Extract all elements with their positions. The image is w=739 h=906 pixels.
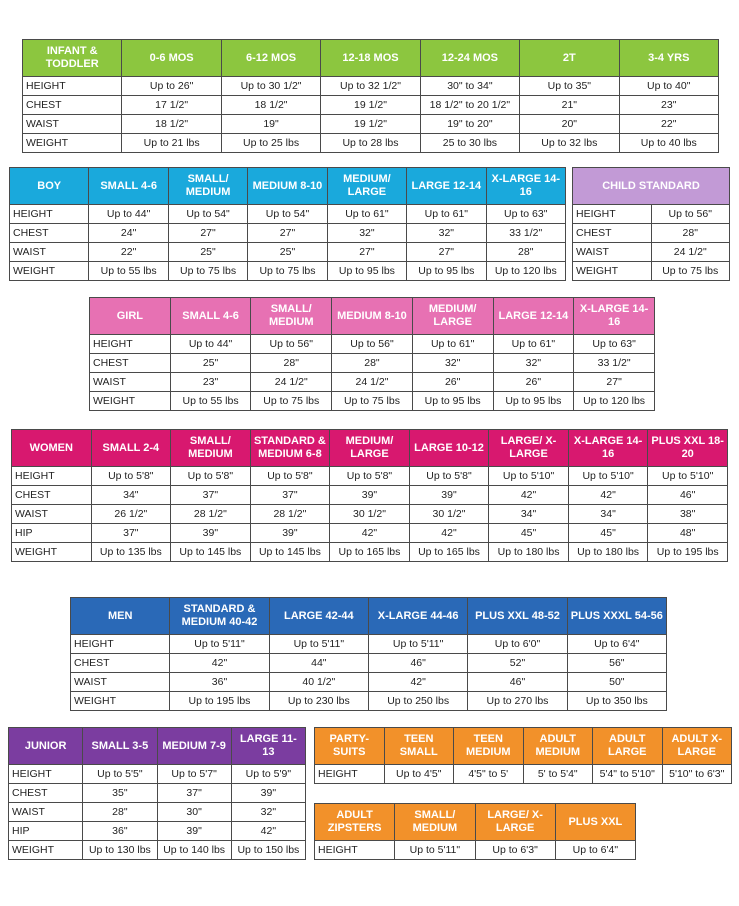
measure-label: HEIGHT <box>315 841 395 860</box>
measure-value: Up to 165 lbs <box>409 543 489 562</box>
measure-value: Up to 120 lbs <box>574 392 655 411</box>
measure-value: Up to 63" <box>486 205 565 224</box>
measure-value: 52" <box>468 654 567 673</box>
size-header: LARGE 10-12 <box>409 430 489 467</box>
measure-value: 39" <box>409 486 489 505</box>
measure-value: Up to 55 lbs <box>170 392 251 411</box>
measure-value: 32" <box>407 224 486 243</box>
measure-value: 27" <box>248 224 327 243</box>
measure-value: 42" <box>170 654 269 673</box>
measure-value: Up to 5'11" <box>368 635 467 654</box>
measure-value: 42" <box>489 486 569 505</box>
measure-value: 33 1/2" <box>486 224 565 243</box>
size-header: MEDIUM 8-10 <box>332 298 413 335</box>
size-header: PLUS XXL 18-20 <box>648 430 728 467</box>
boy-table <box>9 167 566 281</box>
measure-value: 44" <box>269 654 368 673</box>
measure-value: Up to 6'3" <box>475 841 555 860</box>
measure-value: 40 1/2" <box>269 673 368 692</box>
measure-value: 39" <box>330 486 410 505</box>
measure-label: WAIST <box>573 243 652 262</box>
measure-value: Up to 54" <box>248 205 327 224</box>
measure-label: HEIGHT <box>71 635 170 654</box>
measure-value: 18 1/2" <box>221 96 320 115</box>
measure-value: 27" <box>574 373 655 392</box>
child-table <box>572 167 730 281</box>
measure-value: 34" <box>91 486 171 505</box>
measure-value: 25" <box>168 243 247 262</box>
measure-value: Up to 5'8" <box>91 467 171 486</box>
size-header: SMALL/ MEDIUM <box>251 298 332 335</box>
measure-value: 28 1/2" <box>250 505 330 524</box>
measure-label: HEIGHT <box>90 335 171 354</box>
size-header: 12-18 MOS <box>321 40 420 77</box>
table-row <box>10 224 566 243</box>
category-title: INFANT & TODDLER <box>23 40 122 77</box>
measure-value: 21" <box>520 96 619 115</box>
measure-value: 32" <box>231 803 305 822</box>
measure-value: Up to 135 lbs <box>91 543 171 562</box>
table-row <box>12 486 728 505</box>
measure-label: WEIGHT <box>9 841 83 860</box>
header-row <box>90 298 655 335</box>
measure-value: 32" <box>327 224 406 243</box>
measure-value: 32" <box>493 354 574 373</box>
table-row <box>573 205 730 224</box>
table-row <box>9 784 306 803</box>
size-header: 0-6 MOS <box>122 40 221 77</box>
measure-value: 42" <box>409 524 489 543</box>
table-row <box>90 335 655 354</box>
measure-value: Up to 44" <box>170 335 251 354</box>
measure-value: Up to 145 lbs <box>250 543 330 562</box>
measure-value: Up to 75 lbs <box>168 262 247 281</box>
measure-value: 28" <box>486 243 565 262</box>
header-row <box>23 40 719 77</box>
size-header: LARGE 12-14 <box>493 298 574 335</box>
table-row <box>90 373 655 392</box>
measure-label: CHEST <box>23 96 122 115</box>
header-row <box>71 598 667 635</box>
measure-value: Up to 6'4" <box>555 841 635 860</box>
measure-value: Up to 56" <box>332 335 413 354</box>
measure-value: Up to 120 lbs <box>486 262 565 281</box>
measure-value: 25" <box>170 354 251 373</box>
measure-value: 5' to 5'4" <box>523 765 593 784</box>
table-row <box>9 822 306 841</box>
measure-label: WAIST <box>71 673 170 692</box>
size-header: ADULT X-LARGE <box>662 728 732 765</box>
measure-value: 42" <box>568 486 648 505</box>
table-row <box>71 635 667 654</box>
measure-value: Up to 35" <box>520 77 619 96</box>
measure-value: Up to 350 lbs <box>567 692 666 711</box>
measure-value: Up to 5'8" <box>330 467 410 486</box>
measure-value: 39" <box>157 822 231 841</box>
measure-label: HIP <box>9 822 83 841</box>
measure-label: WAIST <box>9 803 83 822</box>
measure-label: HEIGHT <box>573 205 652 224</box>
measure-value: Up to 75 lbs <box>248 262 327 281</box>
measure-label: CHEST <box>9 784 83 803</box>
table-row <box>71 654 667 673</box>
measure-label: CHEST <box>10 224 89 243</box>
size-header: STANDARD & MEDIUM 6-8 <box>250 430 330 467</box>
table-row <box>23 77 719 96</box>
category-title: BOY <box>10 168 89 205</box>
category-title: WOMEN <box>12 430 92 467</box>
size-header: SMALL 3-5 <box>83 728 157 765</box>
size-header: MEDIUM/ LARGE <box>327 168 406 205</box>
table-row <box>12 524 728 543</box>
header-row <box>10 168 566 205</box>
size-header: PLUS XXL 48-52 <box>468 598 567 635</box>
table-row <box>12 543 728 562</box>
measure-label: WAIST <box>90 373 171 392</box>
measure-value: Up to 5'11" <box>395 841 475 860</box>
measure-value: 33 1/2" <box>574 354 655 373</box>
measure-value: Up to 75 lbs <box>251 392 332 411</box>
table-row <box>71 673 667 692</box>
size-header: PLUS XXL <box>555 804 635 841</box>
measure-value: 28" <box>651 224 730 243</box>
measure-value: Up to 95 lbs <box>407 262 486 281</box>
measure-value: 42" <box>330 524 410 543</box>
measure-value: 26" <box>493 373 574 392</box>
measure-value: 50" <box>567 673 666 692</box>
measure-label: HEIGHT <box>23 77 122 96</box>
measure-value: 18 1/2" to 20 1/2" <box>420 96 519 115</box>
measure-value: Up to 5'8" <box>409 467 489 486</box>
category-title: ADULT ZIPSTERS <box>315 804 395 841</box>
table-row <box>12 467 728 486</box>
measure-value: 26 1/2" <box>91 505 171 524</box>
measure-value: Up to 75 lbs <box>651 262 730 281</box>
measure-value: 42" <box>231 822 305 841</box>
measure-value: Up to 5'8" <box>250 467 330 486</box>
measure-value: Up to 61" <box>493 335 574 354</box>
size-header: MEDIUM/ LARGE <box>412 298 493 335</box>
size-header: ADULT LARGE <box>593 728 663 765</box>
measure-value: 5'4" to 5'10" <box>593 765 663 784</box>
measure-value: Up to 5'10" <box>568 467 648 486</box>
measure-value: 36" <box>83 822 157 841</box>
measure-value: 30 1/2" <box>409 505 489 524</box>
measure-value: 30" <box>157 803 231 822</box>
header-row <box>315 728 732 765</box>
men-table <box>70 597 667 711</box>
measure-value: 46" <box>468 673 567 692</box>
measure-value: Up to 150 lbs <box>231 841 305 860</box>
measure-value: 19 1/2" <box>321 115 420 134</box>
table-row <box>10 205 566 224</box>
measure-value: 4'5" to 5' <box>454 765 524 784</box>
size-header: SMALL 4-6 <box>170 298 251 335</box>
measure-value: Up to 6'4" <box>567 635 666 654</box>
measure-label: WEIGHT <box>573 262 652 281</box>
table-row <box>9 841 306 860</box>
size-header: MEDIUM/ LARGE <box>330 430 410 467</box>
table-row <box>315 765 732 784</box>
measure-value: Up to 6'0" <box>468 635 567 654</box>
size-header: LARGE 11-13 <box>231 728 305 765</box>
measure-value: Up to 5'10" <box>489 467 569 486</box>
size-header: X-LARGE 14-16 <box>486 168 565 205</box>
size-header: X-LARGE 14-16 <box>568 430 648 467</box>
measure-value: Up to 54" <box>168 205 247 224</box>
measure-value: 30" to 34" <box>420 77 519 96</box>
measure-label: WEIGHT <box>12 543 92 562</box>
measure-value: Up to 40" <box>619 77 718 96</box>
table-row <box>315 841 636 860</box>
measure-value: 39" <box>250 524 330 543</box>
measure-value: 17 1/2" <box>122 96 221 115</box>
measure-value: 5'10" to 6'3" <box>662 765 732 784</box>
category-title: GIRL <box>90 298 171 335</box>
size-header: 3-4 YRS <box>619 40 718 77</box>
measure-value: 45" <box>489 524 569 543</box>
measure-value: 24 1/2" <box>651 243 730 262</box>
measure-label: WAIST <box>23 115 122 134</box>
measure-value: Up to 44" <box>89 205 168 224</box>
measure-value: 25 to 30 lbs <box>420 134 519 153</box>
measure-value: 26" <box>412 373 493 392</box>
size-header: LARGE/ X-LARGE <box>475 804 555 841</box>
measure-value: Up to 30 1/2" <box>221 77 320 96</box>
size-header: MEDIUM 8-10 <box>248 168 327 205</box>
measure-value: Up to 250 lbs <box>368 692 467 711</box>
measure-value: Up to 195 lbs <box>648 543 728 562</box>
measure-value: Up to 5'8" <box>171 467 251 486</box>
measure-value: 19" to 20" <box>420 115 519 134</box>
measure-value: 20" <box>520 115 619 134</box>
measure-value: 46" <box>648 486 728 505</box>
measure-value: Up to 145 lbs <box>171 543 251 562</box>
measure-value: Up to 165 lbs <box>330 543 410 562</box>
girl-table <box>89 297 655 411</box>
measure-value: 37" <box>157 784 231 803</box>
table-row <box>9 803 306 822</box>
measure-value: Up to 61" <box>327 205 406 224</box>
measure-label: HEIGHT <box>12 467 92 486</box>
measure-value: 45" <box>568 524 648 543</box>
infant-toddler-table <box>22 39 719 153</box>
measure-label: WAIST <box>12 505 92 524</box>
header-row <box>573 168 730 205</box>
table-row <box>71 692 667 711</box>
junior-table <box>8 727 306 860</box>
measure-label: WEIGHT <box>90 392 171 411</box>
measure-value: 28" <box>83 803 157 822</box>
measure-value: 28" <box>332 354 413 373</box>
adult-zipsters-table <box>314 803 636 860</box>
measure-value: Up to 56" <box>651 205 730 224</box>
size-header: TEEN MEDIUM <box>454 728 524 765</box>
measure-value: Up to 56" <box>251 335 332 354</box>
size-header: SMALL/ MEDIUM <box>168 168 247 205</box>
table-row <box>573 262 730 281</box>
size-header: LARGE 42-44 <box>269 598 368 635</box>
measure-value: 30 1/2" <box>330 505 410 524</box>
measure-value: Up to 95 lbs <box>327 262 406 281</box>
measure-value: Up to 180 lbs <box>568 543 648 562</box>
measure-value: 25" <box>248 243 327 262</box>
category-title: PARTY-SUITS <box>315 728 385 765</box>
size-header: SMALL 4-6 <box>89 168 168 205</box>
measure-value: Up to 61" <box>412 335 493 354</box>
measure-value: 37" <box>250 486 330 505</box>
measure-label: WEIGHT <box>71 692 170 711</box>
measure-value: Up to 140 lbs <box>157 841 231 860</box>
measure-value: 24" <box>89 224 168 243</box>
measure-value: Up to 195 lbs <box>170 692 269 711</box>
measure-value: Up to 5'10" <box>648 467 728 486</box>
category-title: CHILD STANDARD <box>573 168 730 205</box>
table-row <box>10 243 566 262</box>
table-row <box>12 505 728 524</box>
table-row <box>9 765 306 784</box>
measure-value: Up to 4'5" <box>384 765 454 784</box>
measure-value: 27" <box>327 243 406 262</box>
measure-value: 39" <box>171 524 251 543</box>
measure-value: 23" <box>170 373 251 392</box>
header-row <box>315 804 636 841</box>
measure-value: Up to 95 lbs <box>412 392 493 411</box>
measure-value: Up to 21 lbs <box>122 134 221 153</box>
measure-value: Up to 32 1/2" <box>321 77 420 96</box>
measure-value: Up to 32 lbs <box>520 134 619 153</box>
measure-value: Up to 180 lbs <box>489 543 569 562</box>
table-row <box>90 392 655 411</box>
size-header: SMALL 2-4 <box>91 430 171 467</box>
measure-value: 28 1/2" <box>171 505 251 524</box>
measure-value: Up to 28 lbs <box>321 134 420 153</box>
measure-value: 19" <box>221 115 320 134</box>
size-header: MEDIUM 7-9 <box>157 728 231 765</box>
measure-value: 19 1/2" <box>321 96 420 115</box>
table-row <box>573 243 730 262</box>
measure-value: 18 1/2" <box>122 115 221 134</box>
size-header: LARGE/ X-LARGE <box>489 430 569 467</box>
size-header: 2T <box>520 40 619 77</box>
measure-label: WEIGHT <box>23 134 122 153</box>
measure-value: Up to 55 lbs <box>89 262 168 281</box>
header-row <box>12 430 728 467</box>
measure-value: 34" <box>568 505 648 524</box>
measure-value: Up to 130 lbs <box>83 841 157 860</box>
measure-label: WEIGHT <box>10 262 89 281</box>
measure-value: 27" <box>407 243 486 262</box>
measure-value: 42" <box>368 673 467 692</box>
table-row <box>23 115 719 134</box>
size-header: LARGE 12-14 <box>407 168 486 205</box>
measure-value: Up to 75 lbs <box>332 392 413 411</box>
size-header: X-LARGE 44-46 <box>368 598 467 635</box>
measure-value: 22" <box>619 115 718 134</box>
measure-value: 48" <box>648 524 728 543</box>
measure-value: Up to 5'5" <box>83 765 157 784</box>
size-header: SMALL/ MEDIUM <box>171 430 251 467</box>
table-row <box>90 354 655 373</box>
measure-value: 23" <box>619 96 718 115</box>
table-row <box>573 224 730 243</box>
measure-label: WAIST <box>10 243 89 262</box>
size-header: 12-24 MOS <box>420 40 519 77</box>
measure-value: 46" <box>368 654 467 673</box>
measure-value: 36" <box>170 673 269 692</box>
size-header: STANDARD & MEDIUM 40-42 <box>170 598 269 635</box>
measure-label: HEIGHT <box>10 205 89 224</box>
table-row <box>23 96 719 115</box>
measure-label: CHEST <box>71 654 170 673</box>
measure-label: CHEST <box>90 354 171 373</box>
size-header: PLUS XXXL 54-56 <box>567 598 666 635</box>
measure-value: 34" <box>489 505 569 524</box>
measure-value: Up to 5'9" <box>231 765 305 784</box>
measure-value: Up to 230 lbs <box>269 692 368 711</box>
women-table <box>11 429 728 562</box>
measure-value: 39" <box>231 784 305 803</box>
category-title: MEN <box>71 598 170 635</box>
measure-value: Up to 40 lbs <box>619 134 718 153</box>
size-header: SMALL/ MEDIUM <box>395 804 475 841</box>
size-header: X-LARGE 14-16 <box>574 298 655 335</box>
measure-value: 38" <box>648 505 728 524</box>
table-row <box>23 134 719 153</box>
measure-value: 37" <box>171 486 251 505</box>
measure-value: Up to 61" <box>407 205 486 224</box>
measure-label: CHEST <box>12 486 92 505</box>
measure-value: 24 1/2" <box>251 373 332 392</box>
measure-value: 24 1/2" <box>332 373 413 392</box>
size-header: ADULT MEDIUM <box>523 728 593 765</box>
table-row <box>10 262 566 281</box>
measure-label: CHEST <box>573 224 652 243</box>
measure-value: Up to 5'11" <box>269 635 368 654</box>
size-header: TEEN SMALL <box>384 728 454 765</box>
measure-value: 32" <box>412 354 493 373</box>
measure-label: HEIGHT <box>9 765 83 784</box>
size-header: 6-12 MOS <box>221 40 320 77</box>
header-row <box>9 728 306 765</box>
measure-value: 35" <box>83 784 157 803</box>
measure-value: 22" <box>89 243 168 262</box>
measure-label: HEIGHT <box>315 765 385 784</box>
measure-value: Up to 5'11" <box>170 635 269 654</box>
measure-value: Up to 270 lbs <box>468 692 567 711</box>
party-suits-table <box>314 727 732 784</box>
measure-value: 28" <box>251 354 332 373</box>
measure-value: 56" <box>567 654 666 673</box>
measure-value: Up to 5'7" <box>157 765 231 784</box>
measure-value: Up to 63" <box>574 335 655 354</box>
measure-value: 37" <box>91 524 171 543</box>
measure-value: Up to 26" <box>122 77 221 96</box>
measure-label: HIP <box>12 524 92 543</box>
measure-value: Up to 95 lbs <box>493 392 574 411</box>
category-title: JUNIOR <box>9 728 83 765</box>
measure-value: Up to 25 lbs <box>221 134 320 153</box>
measure-value: 27" <box>168 224 247 243</box>
